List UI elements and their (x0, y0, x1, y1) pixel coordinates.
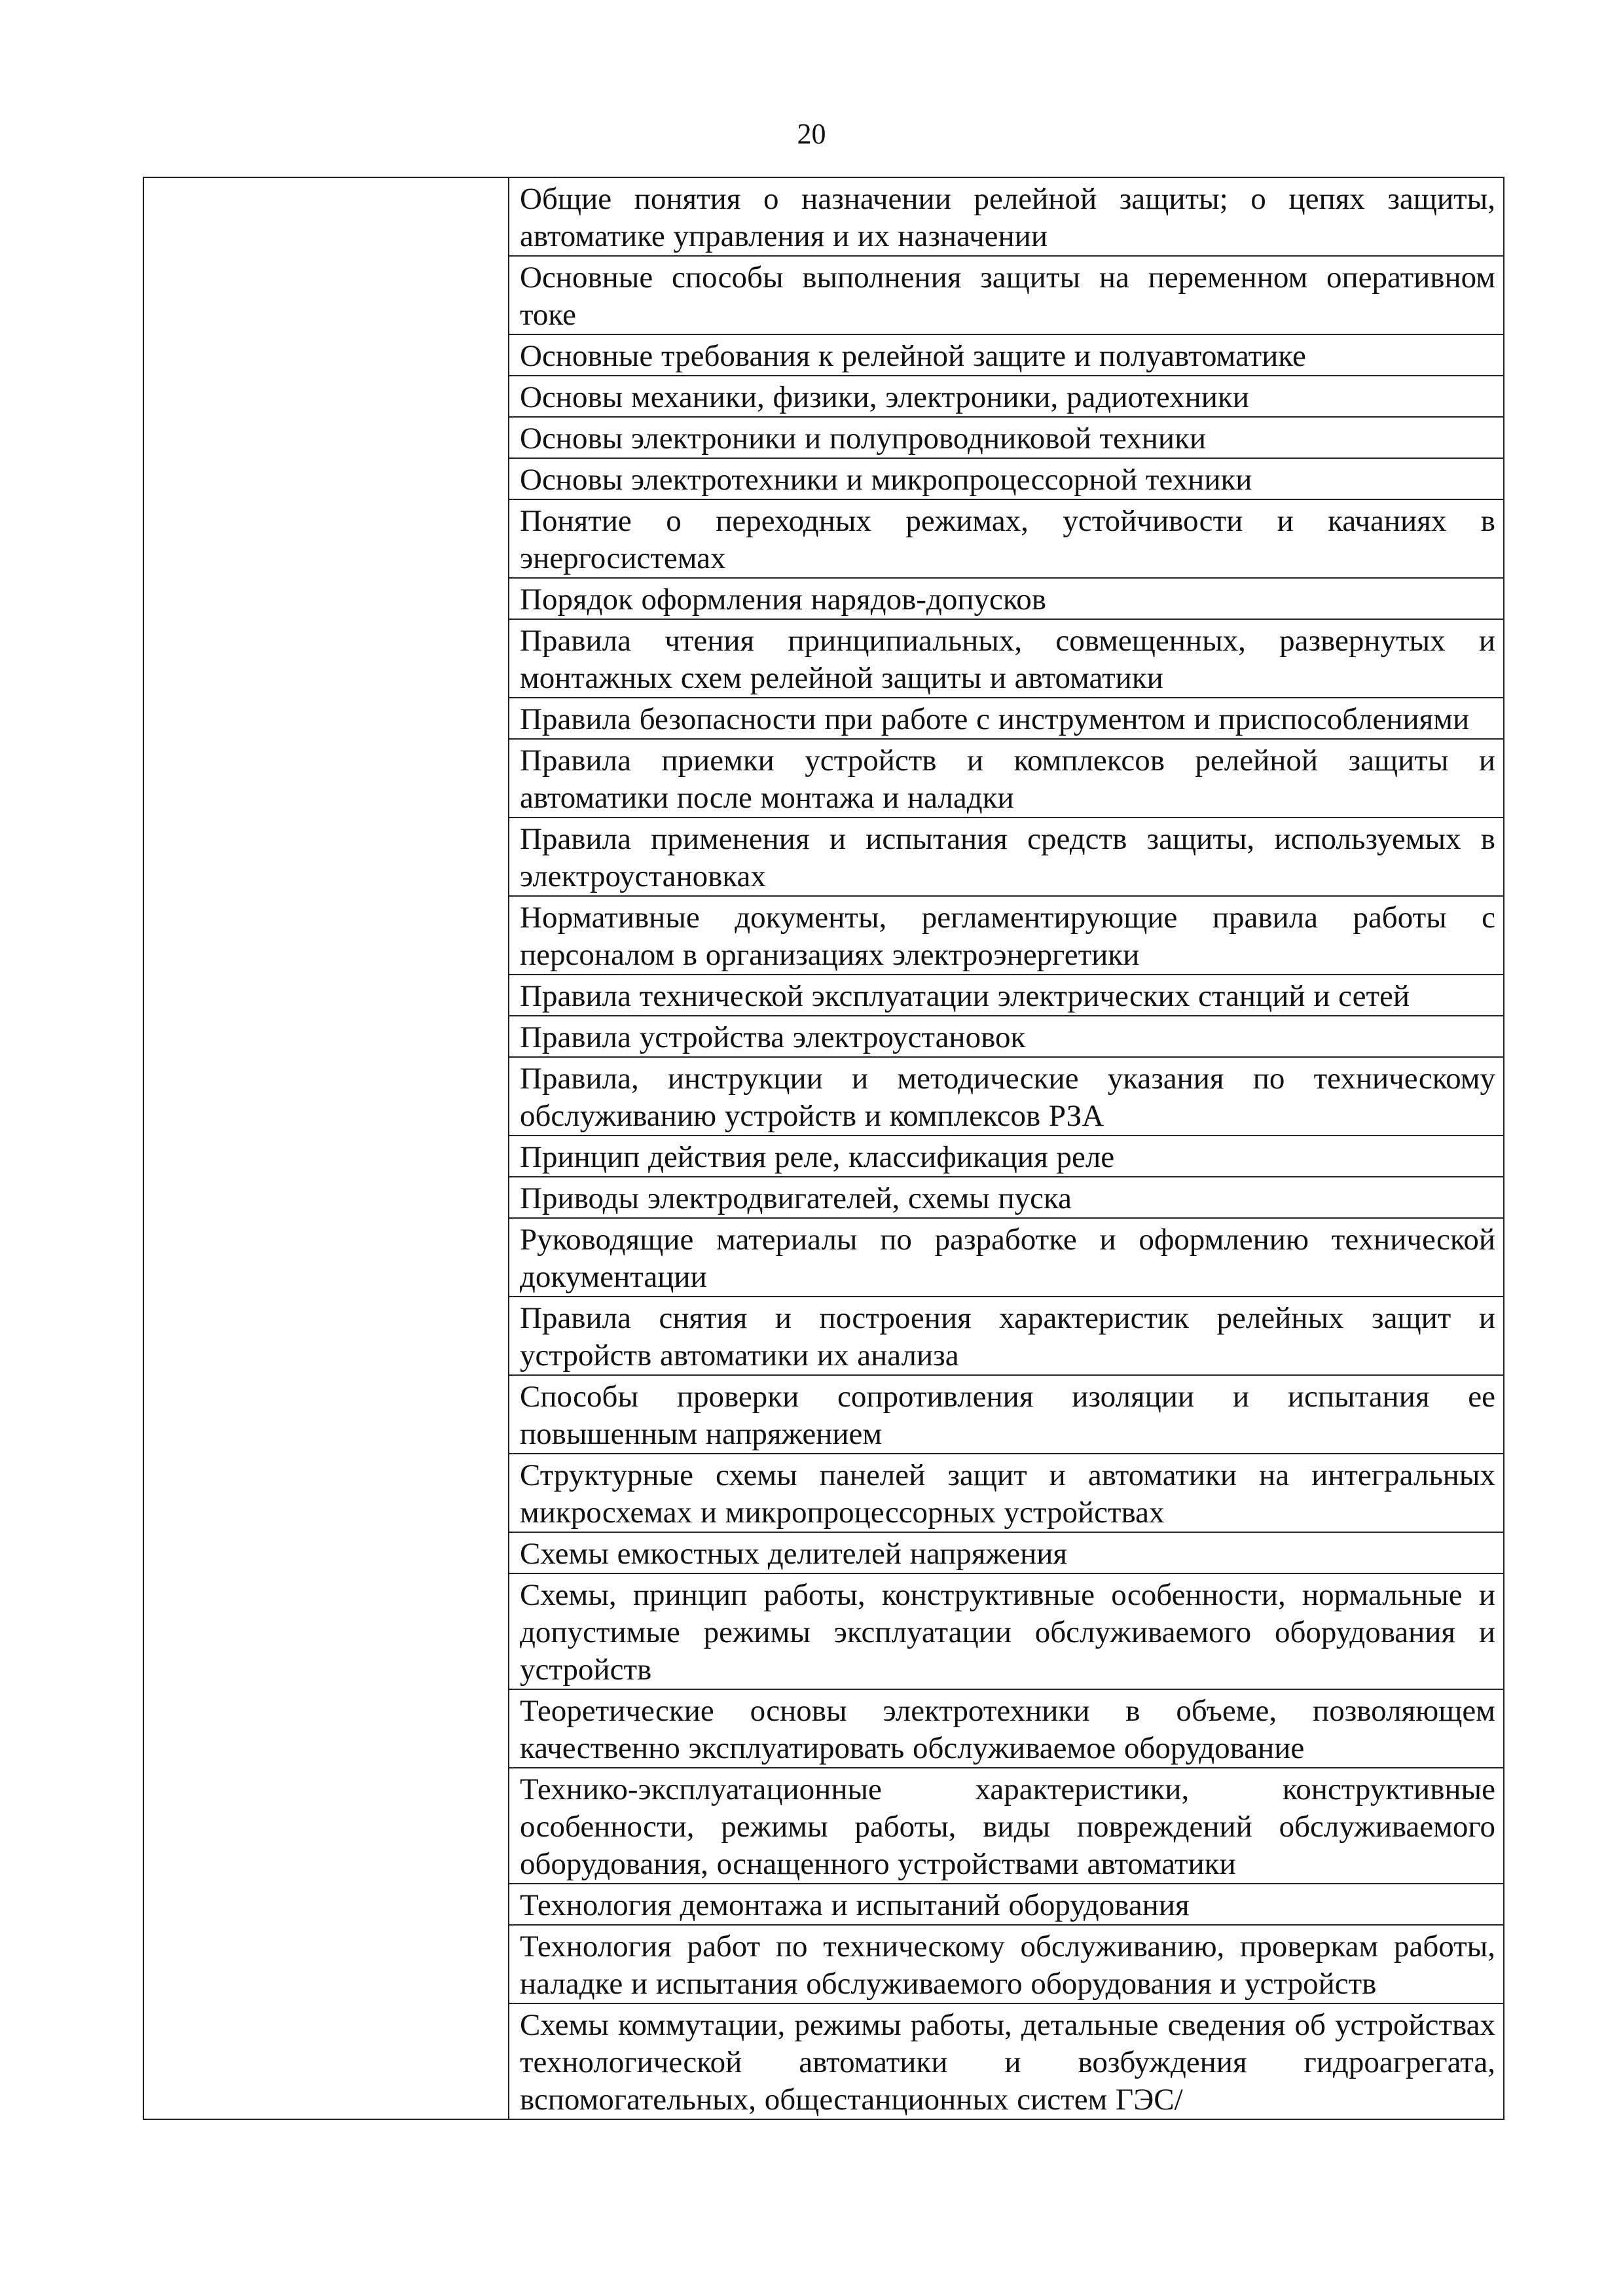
knowledge-item-text: Основы электроники и полупроводниковой техники (520, 422, 1207, 456)
knowledge-item-cell (509, 1884, 1504, 1925)
knowledge-item-cell (509, 376, 1504, 417)
knowledge-item-cell (509, 1297, 1504, 1375)
knowledge-item-text: Технология работ по техническому обслуживанию, проверкам работы, наладке и испытания обслуживаемого оборудования и устройств (520, 1929, 1495, 2001)
knowledge-item-cell (509, 499, 1504, 578)
knowledge-item-cell (509, 1454, 1504, 1532)
knowledge-item-text: Принцип действия реле, классификация реле (520, 1140, 1115, 1174)
knowledge-item-text: Нормативные документы, регламентирующие правила работы с персоналом в организациях электроэнергетики (520, 901, 1495, 972)
knowledge-item-text: Схемы, принцип работы, конструктивные особенности, нормальные и допустимые режимы эксплуатации обслуживаемого оборудования и устройств (520, 1578, 1495, 1687)
knowledge-item-cell (509, 1136, 1504, 1177)
knowledge-item-text: Способы проверки сопротивления изоляции и испытания ее повышенным напряжением (520, 1380, 1495, 1451)
knowledge-item-text: Понятие о переходных режимах, устойчивости и качаниях в энергосистемах (520, 504, 1495, 575)
knowledge-item-text: Основные способы выполнения защиты на переменном оперативном токе (520, 260, 1495, 332)
knowledge-item-cell (509, 1689, 1504, 1768)
knowledge-item-text: Правила чтения принципиальных, совмещенных, развернутых и монтажных схем релейной защиты и автоматики (520, 624, 1495, 695)
knowledge-item-text: Правила технической эксплуатации электрических станций и сетей (520, 979, 1410, 1013)
knowledge-item-cell (509, 896, 1504, 975)
knowledge-item-cell (509, 1218, 1504, 1297)
knowledge-item-text: Схемы коммутации, режимы работы, детальные сведения об устройствах технологической автоматики и возбуждения гидроагрегата, вспомогательных, общестанционных систем ГЭС/ (520, 2008, 1495, 2117)
knowledge-item-cell (509, 1057, 1504, 1136)
knowledge-item-text: Правила устройства электроустановок (520, 1020, 1026, 1054)
table-row (143, 177, 1504, 256)
knowledge-item-text: Структурные схемы панелей защит и автоматики на интегральных микросхемах и микропроцессорных устройствах (520, 1458, 1495, 1530)
knowledge-item-cell (509, 1375, 1504, 1454)
knowledge-item-cell (509, 698, 1504, 739)
knowledge-item-text: Порядок оформления нарядов-допусков (520, 583, 1046, 617)
knowledge-item-cell (509, 1573, 1504, 1689)
knowledge-item-text: Правила, инструкции и методические указания по техническому обслуживанию устройств и комплексов РЗА (520, 1062, 1495, 1133)
knowledge-item-text: Технико-эксплуатационные характеристики, конструктивные особенности, режимы работы, виды повреждений обслуживаемого оборудования, оснащенного устройствами автоматики (520, 1772, 1495, 1881)
knowledge-item-text: Правила безопасности при работе с инструментом и приспособлениями (520, 702, 1470, 736)
knowledge-item-text: Технология демонтажа и испытаний оборудования (520, 1888, 1190, 1922)
knowledge-item-cell (509, 417, 1504, 458)
knowledge-item-cell (509, 578, 1504, 619)
knowledge-item-text: Правила снятия и построения характеристик релейных защит и устройств автоматики их анализа (520, 1301, 1495, 1372)
knowledge-item-text: Основные требования к релейной защите и полуавтоматике (520, 339, 1306, 373)
knowledge-item-cell (509, 739, 1504, 817)
knowledge-item-cell (509, 1177, 1504, 1218)
knowledge-item-cell (509, 1532, 1504, 1573)
knowledge-item-cell (509, 1925, 1504, 2003)
knowledge-item-text: Правила применения и испытания средств защиты, используемых в электроустановках (520, 822, 1495, 893)
left-column-cell (143, 177, 509, 2119)
knowledge-item-text: Основы электротехники и микропроцессорной техники (520, 463, 1252, 497)
knowledge-item-text: Основы механики, физики, электроники, радиотехники (520, 380, 1249, 414)
knowledge-item-cell (509, 975, 1504, 1016)
knowledge-table (143, 177, 1504, 2120)
knowledge-item-cell (509, 817, 1504, 896)
knowledge-item-cell (509, 2003, 1504, 2119)
page-number: 20 (797, 118, 826, 150)
knowledge-item-cell (509, 256, 1504, 334)
knowledge-item-text: Приводы электродвигателей, схемы пуска (520, 1181, 1072, 1215)
knowledge-item-text: Правила приемки устройств и комплексов релейной защиты и автоматики после монтажа и наладки (520, 744, 1495, 815)
knowledge-item-text: Схемы емкостных делителей напряжения (520, 1537, 1068, 1571)
knowledge-item-cell (509, 1768, 1504, 1884)
knowledge-item-cell (509, 619, 1504, 698)
knowledge-item-cell (509, 1016, 1504, 1057)
knowledge-item-text: Теоретические основы электротехники в объеме, позволяющем качественно эксплуатировать обслуживаемое оборудование (520, 1694, 1495, 1765)
knowledge-table-body (143, 177, 1504, 2119)
knowledge-item-cell (509, 177, 1504, 256)
knowledge-item-cell (509, 334, 1504, 376)
knowledge-item-cell (509, 458, 1504, 499)
knowledge-item-text: Общие понятия о назначении релейной защиты; о цепях защиты, автоматике управления и их назначении (520, 182, 1495, 253)
knowledge-item-text: Руководящие материалы по разработке и оформлению технической документации (520, 1223, 1495, 1294)
